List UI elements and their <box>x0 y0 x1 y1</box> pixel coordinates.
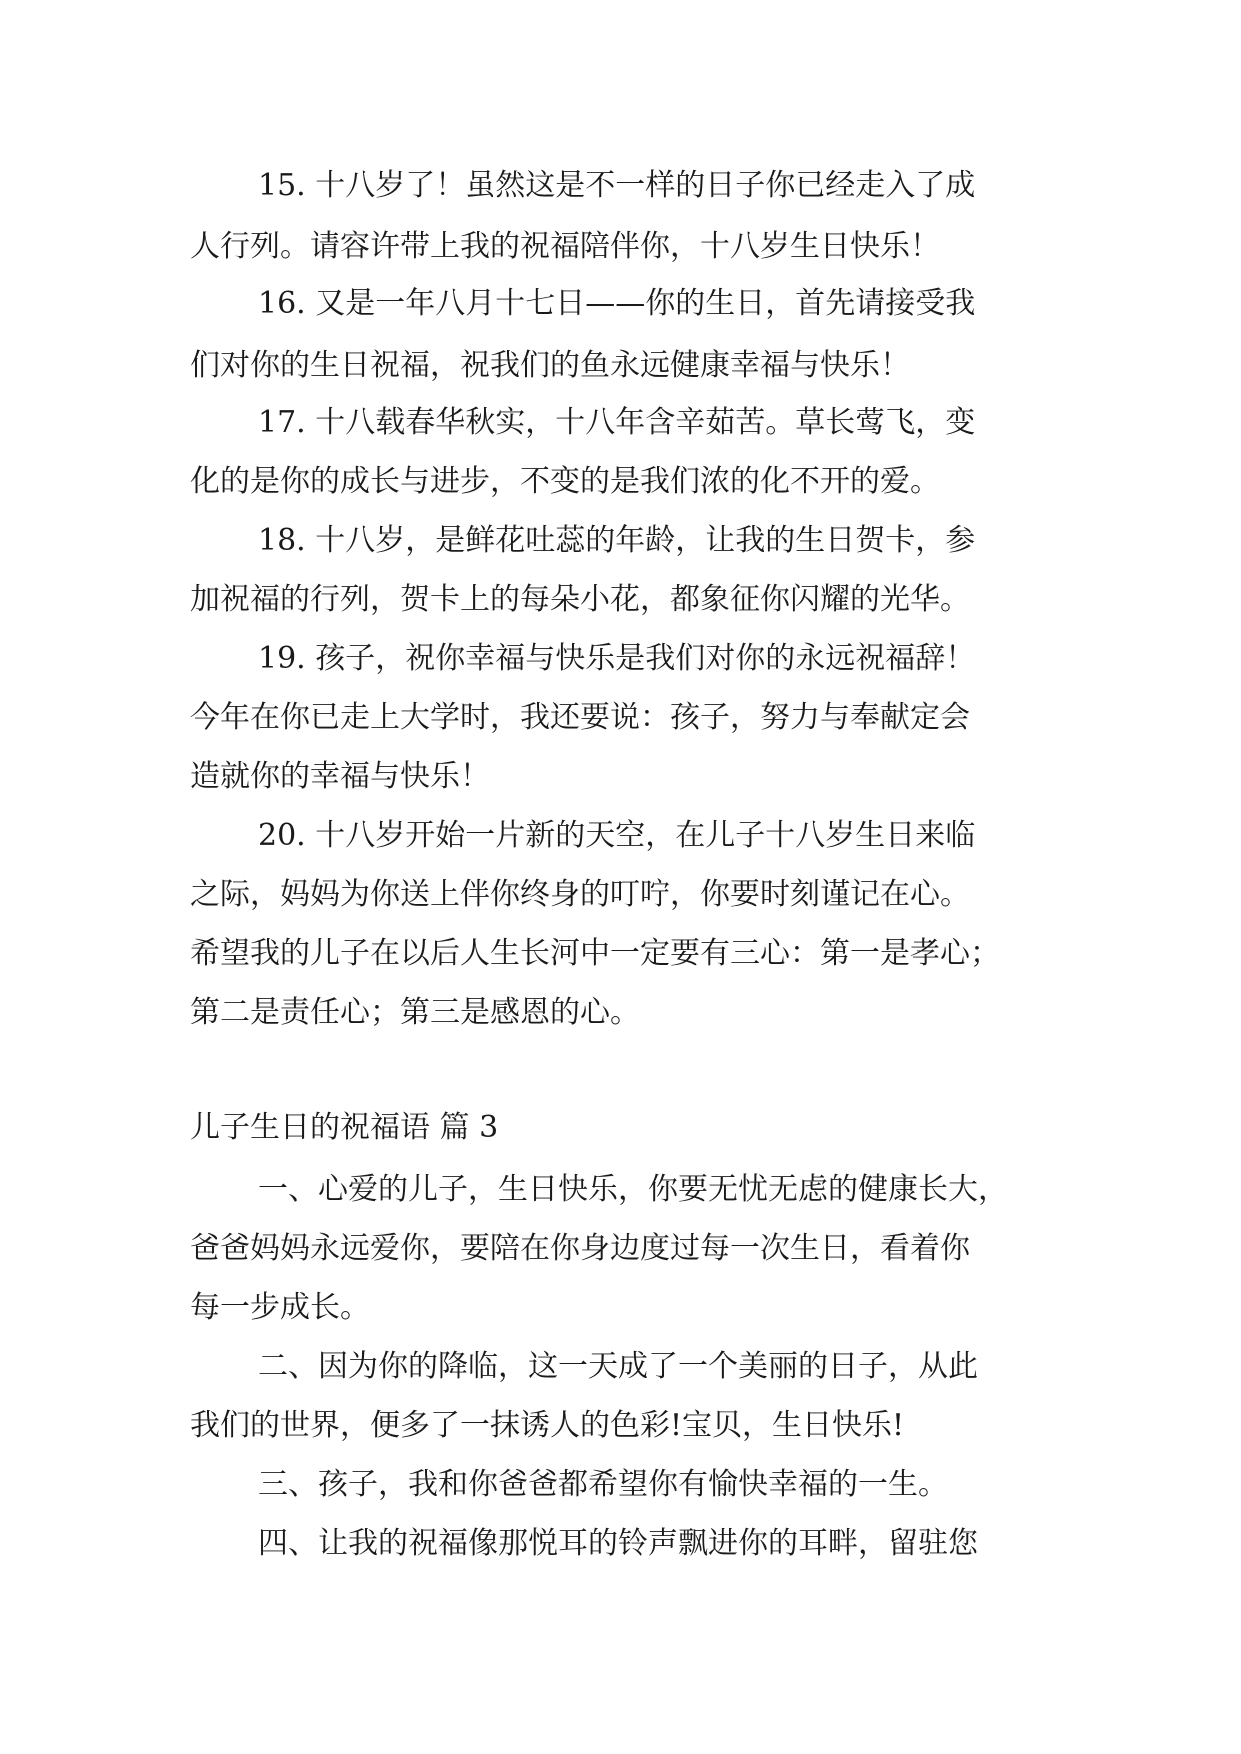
paragraph-20-line-4: 第二是责任心；第三是感恩的心。 <box>190 995 640 1030</box>
paragraph-17-line-2: 化的是你的成长与进步，不变的是我们浓的化不开的爱。 <box>190 464 940 499</box>
paragraph-four-line-1: 四、让我的祝福像那悦耳的铃声飘进你的耳畔，留驻您 <box>258 1526 978 1561</box>
paragraph-15-line-1: 15. 十八岁了！虽然这是不一样的日子你已经走入了成 <box>258 168 976 203</box>
paragraph-20-line-1: 20. 十八岁开始一片新的天空，在儿子十八岁生日来临 <box>258 818 976 853</box>
paragraph-20-line-2: 之际，妈妈为你送上伴你终身的叮咛，你要时刻谨记在心。 <box>190 877 970 912</box>
paragraph-two-line-1: 二、因为你的降临，这一天成了一个美丽的日子，从此 <box>258 1349 978 1384</box>
paragraph-16-line-2: 们对你的生日祝福，祝我们的鱼永远健康幸福与快乐！ <box>190 348 910 383</box>
section-title: 儿子生日的祝福语 篇 3 <box>190 1110 499 1145</box>
paragraph-15-line-2: 人行列。请容许带上我的祝福陪伴你，十八岁生日快乐！ <box>190 229 940 264</box>
paragraph-19-line-2: 今年在你已走上大学时，我还要说：孩子，努力与奉献定会 <box>190 700 970 735</box>
paragraph-17-line-1: 17. 十八载春华秋实，十八年含辛茹苦。草长莺飞，变 <box>258 405 976 440</box>
paragraph-one-line-1: 一、心爱的儿子，生日快乐，你要无忧无虑的健康长大， <box>258 1172 1008 1207</box>
paragraph-18-line-2: 加祝福的行列，贺卡上的每朵小花，都象征你闪耀的光华。 <box>190 582 970 617</box>
paragraph-18-line-1: 18. 十八岁，是鲜花吐蕊的年龄，让我的生日贺卡，参 <box>258 523 976 558</box>
paragraph-19-line-3: 造就你的幸福与快乐！ <box>190 759 490 794</box>
paragraph-20-line-3: 希望我的儿子在以后人生长河中一定要有三心：第一是孝心； <box>190 936 1000 971</box>
paragraph-19-line-1: 19. 孩子，祝你幸福与快乐是我们对你的永远祝福辞！ <box>258 641 976 676</box>
paragraph-three-line-1: 三、孩子，我和你爸爸都希望你有愉快幸福的一生。 <box>258 1467 948 1502</box>
paragraph-one-line-3: 每一步成长。 <box>190 1290 370 1325</box>
paragraph-one-line-2: 爸爸妈妈永远爱你，要陪在你身边度过每一次生日，看着你 <box>190 1231 970 1266</box>
paragraph-16-line-1: 16. 又是一年八月十七日——你的生日，首先请接受我 <box>258 286 976 321</box>
paragraph-two-line-2: 我们的世界，便多了一抹诱人的色彩!宝贝，生日快乐! <box>190 1408 905 1443</box>
